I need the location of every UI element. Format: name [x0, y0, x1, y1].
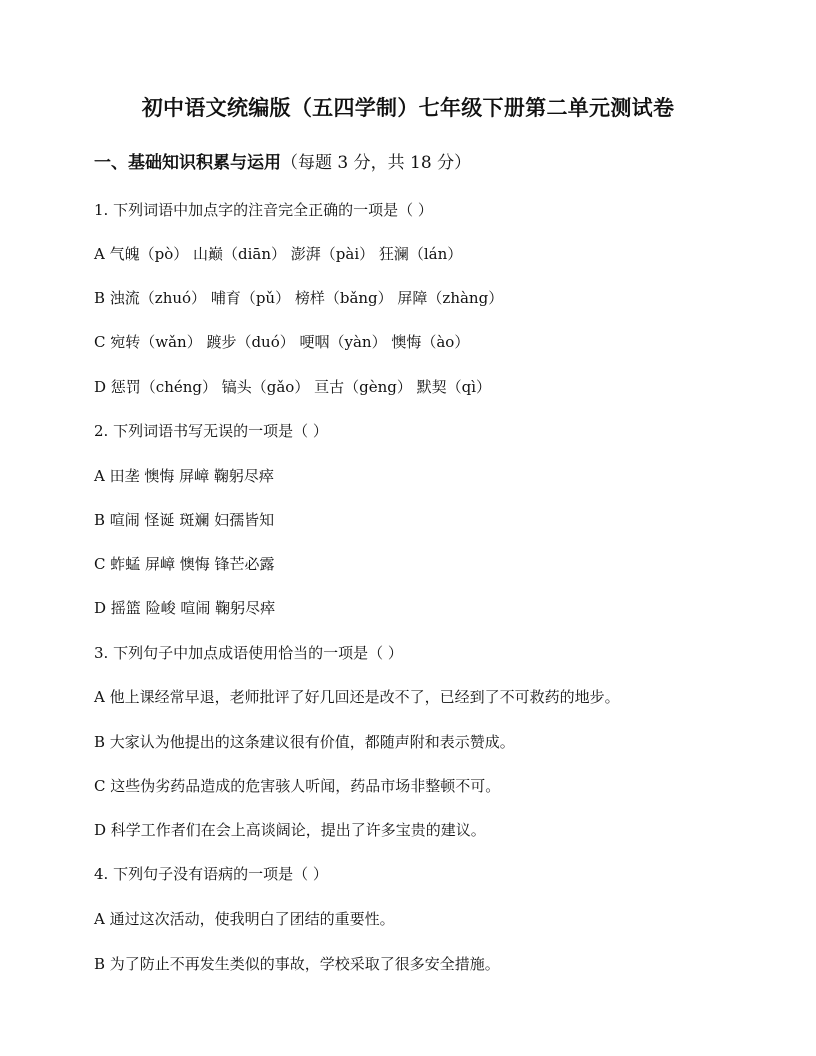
- document-title: 初中语文统编版（五四学制）七年级下册第二单元测试卷: [141, 95, 675, 120]
- question-1-option-d: D 惩罚（chéng） 镐头（gǎo） 亘古（gèng） 默契（qì）: [94, 378, 492, 396]
- question-1-option-a: A 气魄（pò） 山巅（diān） 澎湃（pài） 狂澜（lán）: [94, 245, 463, 263]
- question-2-option-a: A 田垄 懊悔 屏嶂 鞠躬尽瘁: [94, 467, 274, 485]
- question-2-option-b: B 喧闹 怪诞 斑斓 妇孺皆知: [94, 511, 275, 529]
- question-2-option-c: C 蚱蜢 屏嶂 懊悔 锋芒必露: [94, 555, 275, 573]
- question-4-option-b: B 为了防止不再发生类似的事故，学校采取了很多安全措施。: [94, 955, 500, 973]
- question-3-option-a: A 他上课经常早退，老师批评了好几回还是改不了，已经到了不可救药的地步。: [94, 688, 620, 706]
- section-heading-note: （每题 3 分，共 18 分）: [281, 153, 472, 173]
- question-3-option-c: C 这些伪劣药品造成的危害骇人听闻，药品市场非整顿不可。: [94, 777, 501, 795]
- question-4-option-a: A 通过这次活动，使我明白了团结的重要性。: [94, 910, 395, 928]
- question-2-stem: 2. 下列词语书写无误的一项是（ ）: [94, 422, 328, 440]
- section-heading: [94, 148, 471, 173]
- question-1-stem: 1. 下列词语中加点字的注音完全正确的一项是（ ）: [94, 201, 433, 219]
- question-1-option-b: B 浊流（zhuó） 哺育（pǔ） 榜样（bǎng） 屏障（zhàng）: [94, 289, 504, 307]
- question-3-stem: 3. 下列句子中加点成语使用恰当的一项是（ ）: [94, 644, 403, 662]
- section-heading-label: 一、基础知识积累与运用: [94, 153, 281, 173]
- question-3-option-b: B 大家认为他提出的这条建议很有价值，都随声附和表示赞成。: [94, 733, 515, 751]
- question-2-option-d: D 摇篮 险峻 喧闹 鞠躬尽瘁: [94, 599, 276, 617]
- question-4-stem: 4. 下列句子没有语病的一项是（ ）: [94, 865, 328, 883]
- question-3-option-d: D 科学工作者们在会上高谈阔论，提出了许多宝贵的建议。: [94, 821, 486, 839]
- question-1-option-c: C 宛转（wǎn） 踱步（duó） 哽咽（yàn） 懊悔（ào）: [94, 333, 470, 351]
